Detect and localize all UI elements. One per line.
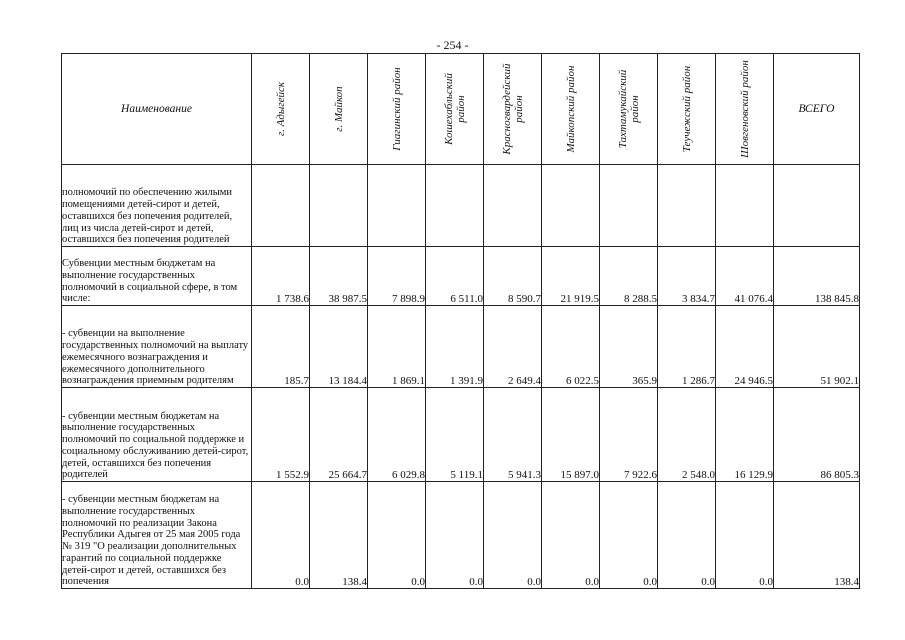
cell-value: 0.0 (426, 482, 484, 589)
cell-value (658, 165, 716, 247)
row-name: - субвенции местным бюджетам на выполнение государственных полномочий по социальной поддержке и социальному обслуживанию детей-сирот, детей, оставшихся без попечения родителей (62, 388, 252, 482)
cell-total: 138.4 (774, 482, 860, 589)
page-number: - 254 - (436, 38, 469, 52)
cell-value: 2 548.0 (658, 388, 716, 482)
cell-total (774, 165, 860, 247)
cell-value: 8 288.5 (600, 247, 658, 306)
cell-value: 8 590.7 (484, 247, 542, 306)
header-row (62, 54, 860, 165)
header-name: Наименование (62, 54, 252, 165)
cell-value (368, 165, 426, 247)
cell-value (426, 165, 484, 247)
row-name: - субвенции на выполнение государственных полномочий на выплату ежемесячного вознаграждения и ежемесячного дополнительного вознаграждения приемным родителям (62, 306, 252, 388)
cell-value: 1 286.7 (658, 306, 716, 388)
cell-value (716, 165, 774, 247)
header-col-shovgenovsky: Шовгеновский район (716, 54, 774, 165)
cell-value (252, 165, 310, 247)
header-col-teuchezhsky: Теучежский район (658, 54, 716, 165)
header-col-koshekhablsky: Кошехабльский район (426, 54, 484, 165)
cell-value: 185.7 (252, 306, 310, 388)
header-col-krasnogvardeysky: Красногвардейский район (484, 54, 542, 165)
cell-value: 1 869.1 (368, 306, 426, 388)
header-col-takhtamukaysky: Тахтамукайский район (600, 54, 658, 165)
cell-value: 7 922.6 (600, 388, 658, 482)
cell-value: 0.0 (484, 482, 542, 589)
table-row (62, 306, 860, 388)
cell-value: 16 129.9 (716, 388, 774, 482)
cell-value (600, 165, 658, 247)
cell-value: 41 076.4 (716, 247, 774, 306)
cell-value: 365.9 (600, 306, 658, 388)
cell-value: 2 649.4 (484, 306, 542, 388)
cell-value: 6 029.8 (368, 388, 426, 482)
cell-value: 0.0 (252, 482, 310, 589)
cell-value: 25 664.7 (310, 388, 368, 482)
cell-value: 38 987.5 (310, 247, 368, 306)
cell-value: 6 022.5 (542, 306, 600, 388)
cell-value (484, 165, 542, 247)
header-total: ВСЕГО (774, 54, 860, 165)
header-col-adygeysk: г. Адыгейск (252, 54, 310, 165)
cell-value: 138.4 (310, 482, 368, 589)
cell-value: 24 946.5 (716, 306, 774, 388)
cell-value: 15 897.0 (542, 388, 600, 482)
cell-value: 1 738.6 (252, 247, 310, 306)
cell-value: 5 119.1 (426, 388, 484, 482)
cell-value: 13 184.4 (310, 306, 368, 388)
header-col-maykopsky: Майкопский район (542, 54, 600, 165)
cell-value: 1 391.9 (426, 306, 484, 388)
cell-value: 0.0 (716, 482, 774, 589)
cell-total: 51 902.1 (774, 306, 860, 388)
header-col-maykop-city: г. Майкоп (310, 54, 368, 165)
table-row (62, 247, 860, 306)
cell-total: 138 845.8 (774, 247, 860, 306)
table-row (62, 165, 860, 247)
cell-value: 0.0 (542, 482, 600, 589)
cell-value: 0.0 (600, 482, 658, 589)
row-name: полномочий по обеспечению жилыми помещениями детей-сирот и детей, оставшихся без попечения родителей, лиц из числа детей-сирот и детей, оставшихся без попечения родителей (62, 165, 252, 247)
cell-value (310, 165, 368, 247)
table-row (62, 388, 860, 482)
cell-value: 7 898.9 (368, 247, 426, 306)
cell-value: 21 919.5 (542, 247, 600, 306)
cell-value: 3 834.7 (658, 247, 716, 306)
cell-total: 86 805.3 (774, 388, 860, 482)
budget-table (61, 53, 860, 589)
cell-value: 0.0 (658, 482, 716, 589)
table-row (62, 482, 860, 589)
cell-value: 6 511.0 (426, 247, 484, 306)
cell-value: 0.0 (368, 482, 426, 589)
cell-value: 1 552.9 (252, 388, 310, 482)
header-col-giaginsky: Гиагинский район (368, 54, 426, 165)
row-name: - субвенции местным бюджетам на выполнение государственных полномочий по реализации Закона Республики Адыгея от 25 мая 2005 года № 319 "О реализации дополнительных гарантий по социальной поддержке детей-сирот и детей, оставшихся без попечения (62, 482, 252, 589)
row-name: Субвенции местным бюджетам на выполнение государственных полномочий в социальной сфере, в том числе: (62, 247, 252, 306)
cell-value (542, 165, 600, 247)
cell-value: 5 941.3 (484, 388, 542, 482)
